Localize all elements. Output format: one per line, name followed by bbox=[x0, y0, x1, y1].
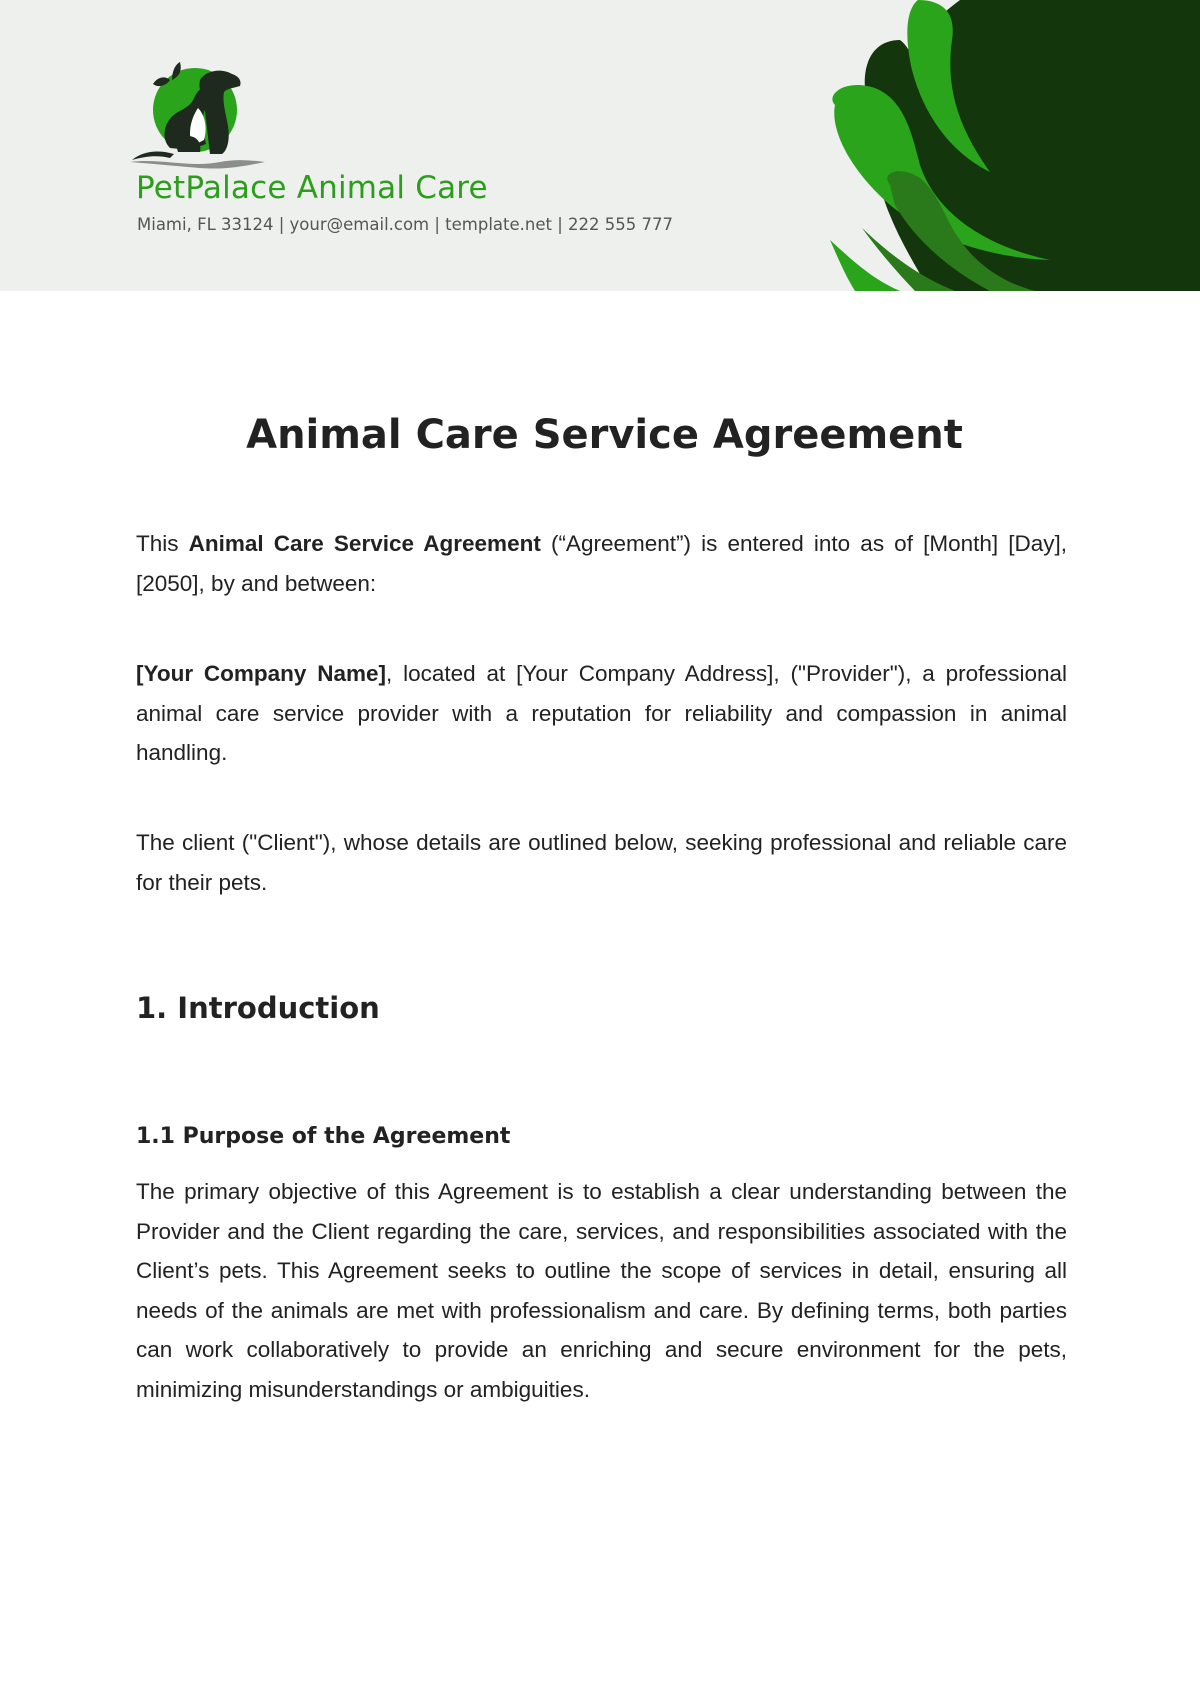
subsection-heading-purpose: 1.1 Purpose of the Agreement bbox=[136, 1124, 511, 1149]
client-paragraph: The client ("Client"), whose details are outlined below, seeking professional and reliable care for their pets. bbox=[136, 830, 1067, 895]
provider-paragraph bbox=[136, 654, 1067, 773]
company-contact-line: Miami, FL 33124 | your@email.com | template.net | 222 555 777 bbox=[137, 215, 674, 234]
provider-company-name: [Your Company Name] bbox=[136, 661, 387, 686]
intro-agreement-name: Animal Care Service Agreement bbox=[188, 531, 541, 556]
pet-silhouette-logo-icon bbox=[130, 58, 270, 174]
intro-paragraph bbox=[136, 524, 1067, 603]
intro-suffix: (“Agreement”) is entered into as of [Month] [Day], [2050], by and between: bbox=[136, 531, 1067, 596]
company-name: PetPalace Animal Care bbox=[136, 170, 488, 206]
intro-prefix: This bbox=[136, 531, 189, 556]
provider-description: , located at [Your Company Address], ("Provider"), a professional animal care service provider with a reputation for reliability and compassion in animal handling. bbox=[136, 661, 1067, 765]
document-title: Animal Care Service Agreement bbox=[246, 412, 963, 458]
letterhead bbox=[0, 0, 1200, 291]
section-heading-introduction: 1. Introduction bbox=[136, 991, 380, 1025]
purpose-paragraph: The primary objective of this Agreement is to establish a clear understanding between the Provider and the Client regarding the care, services, and responsibilities associated with the Client’s pets. This Agreement seeks to outline the scope of services in detail, ensuring all needs of the animals are met with professionalism and care. By defining terms, both parties can work collaboratively to provide an enriching and secure environment for the pets, minimizing misunderstandings or ambiguities. bbox=[136, 1179, 1067, 1402]
